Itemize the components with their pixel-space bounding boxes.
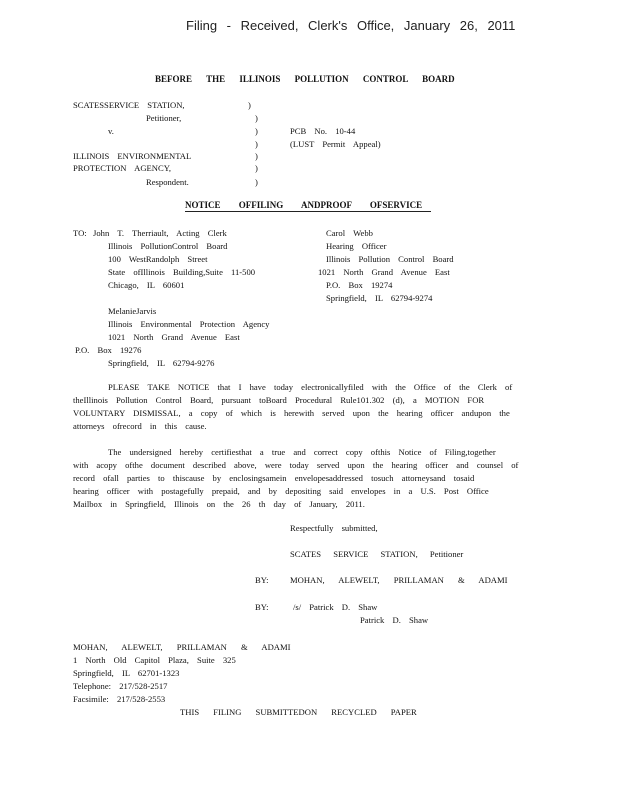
address-line: Springfield, IL 62794-9274 — [326, 293, 433, 303]
address-line: Illinois PollutionControl Board — [108, 241, 228, 251]
respondent-name-line2: PROTECTION AGENCY, — [73, 163, 171, 173]
address-line: Hearing Officer — [326, 241, 387, 251]
caption-bracket: ) — [255, 151, 258, 161]
electronic-signature: /s/ Patrick D. Shaw — [293, 602, 378, 612]
caption-bracket: ) — [255, 113, 258, 123]
address-line: 1021 North Grand Avenue East — [108, 332, 240, 342]
paragraph-line: VOLUNTARY DISMISSAL, a copy of which is herewith served upon the hearing officer andupon the — [73, 408, 510, 418]
caption-bracket: ) — [255, 126, 258, 136]
paragraph-line: hearing officer with postagefully prepaid, and by depositing said envelopes in a U.S. Post Office — [73, 486, 489, 496]
firm-name: MOHAN, ALEWELT, PRILLAMAN & ADAMI — [73, 642, 291, 652]
caption-bracket: ) — [255, 177, 258, 187]
address-line: John T. Therriault, Acting Clerk — [93, 228, 227, 238]
law-firm-name: MOHAN, ALEWELT, PRILLAMAN & ADAMI — [290, 575, 508, 585]
recycled-paper-note: THIS FILING SUBMITTEDON RECYCLED PAPER — [180, 707, 417, 717]
address-line: MelanieJarvis — [108, 306, 157, 316]
firm-address: 1 North Old Capitol Plaza, Suite 325 — [73, 655, 236, 665]
petitioner-role: Petitioner, — [146, 113, 182, 123]
caption-bracket: ) — [248, 100, 251, 110]
address-line: Carol Webb — [326, 228, 373, 238]
firm-city: Springfield, IL 62701-1323 — [73, 668, 180, 678]
versus-label: v. — [108, 126, 114, 136]
case-type: (LUST Permit Appeal) — [290, 139, 381, 149]
notice-title-underline — [185, 211, 431, 212]
by-label: BY: — [255, 575, 269, 585]
to-label: TO: — [73, 228, 87, 238]
address-line: Chicago, IL 60601 — [108, 280, 185, 290]
paragraph-line: Mailbox in Springfield, Illinois on the 26 th day of January, 2011. — [73, 499, 365, 509]
paragraph-line: The undersigned hereby certifiesthat a true and correct copy ofthis Notice of Filing,together — [108, 447, 496, 457]
paragraph-line: attorneys ofrecord in this cause. — [73, 421, 207, 431]
address-line: 100 WestRandolph Street — [108, 254, 208, 264]
closing: Respectfully submitted, — [290, 523, 378, 533]
respondent-name-line1: ILLINOIS ENVIRONMENTAL — [73, 151, 192, 161]
address-line: Illinois Environmental Protection Agency — [108, 319, 270, 329]
firm-facsimile: Facsimile: 217/528-2553 — [73, 694, 166, 704]
paragraph-line: theIllinois Pollution Control Board, pursuant toBoard Procedural Rule101.302 (d), a MOTION FOR — [73, 395, 485, 405]
caption-bracket: ) — [255, 139, 258, 149]
paragraph-line: PLEASE TAKE NOTICE that I have today electronicallyfiled with the Office of the Clerk of — [108, 382, 513, 392]
paragraph-line: with acopy ofthe document described above, were today served upon the hearing officer and counsel of — [73, 460, 519, 470]
by-label: BY: — [255, 602, 269, 612]
address-line: Springfield, IL 62794-9276 — [108, 358, 215, 368]
address-line: P.O. Box 19276 — [75, 345, 142, 355]
address-line: Illinois Pollution Control Board — [326, 254, 454, 264]
petitioner-name: SCATESSERVICE STATION, — [73, 100, 185, 110]
caption-bracket: ) — [255, 163, 258, 173]
signing-party: SCATES SERVICE STATION, Petitioner — [290, 549, 464, 559]
printed-signer-name: Patrick D. Shaw — [360, 615, 429, 625]
board-title: BEFORE THE ILLINOIS POLLUTION CONTROL BOARD — [155, 74, 455, 84]
firm-telephone: Telephone: 217/528-2517 — [73, 681, 168, 691]
notice-title: NOTICE OFFILING ANDPROOF OFSERVICE — [185, 200, 423, 210]
filing-stamp-header: Filing - Received, Clerk's Office, January 26, 2011 — [186, 18, 516, 33]
respondent-role: Respondent. — [146, 177, 189, 187]
case-number: PCB No. 10-44 — [290, 126, 356, 136]
address-line: P.O. Box 19274 — [326, 280, 393, 290]
address-line: State ofIllinois Building,Suite 11-500 — [108, 267, 256, 277]
address-line: 1021 North Grand Avenue East — [318, 267, 450, 277]
paragraph-line: record ofall parties to thiscause by enclosingsamein envelopesaddressed tosuch attorneysand tosaid — [73, 473, 475, 483]
